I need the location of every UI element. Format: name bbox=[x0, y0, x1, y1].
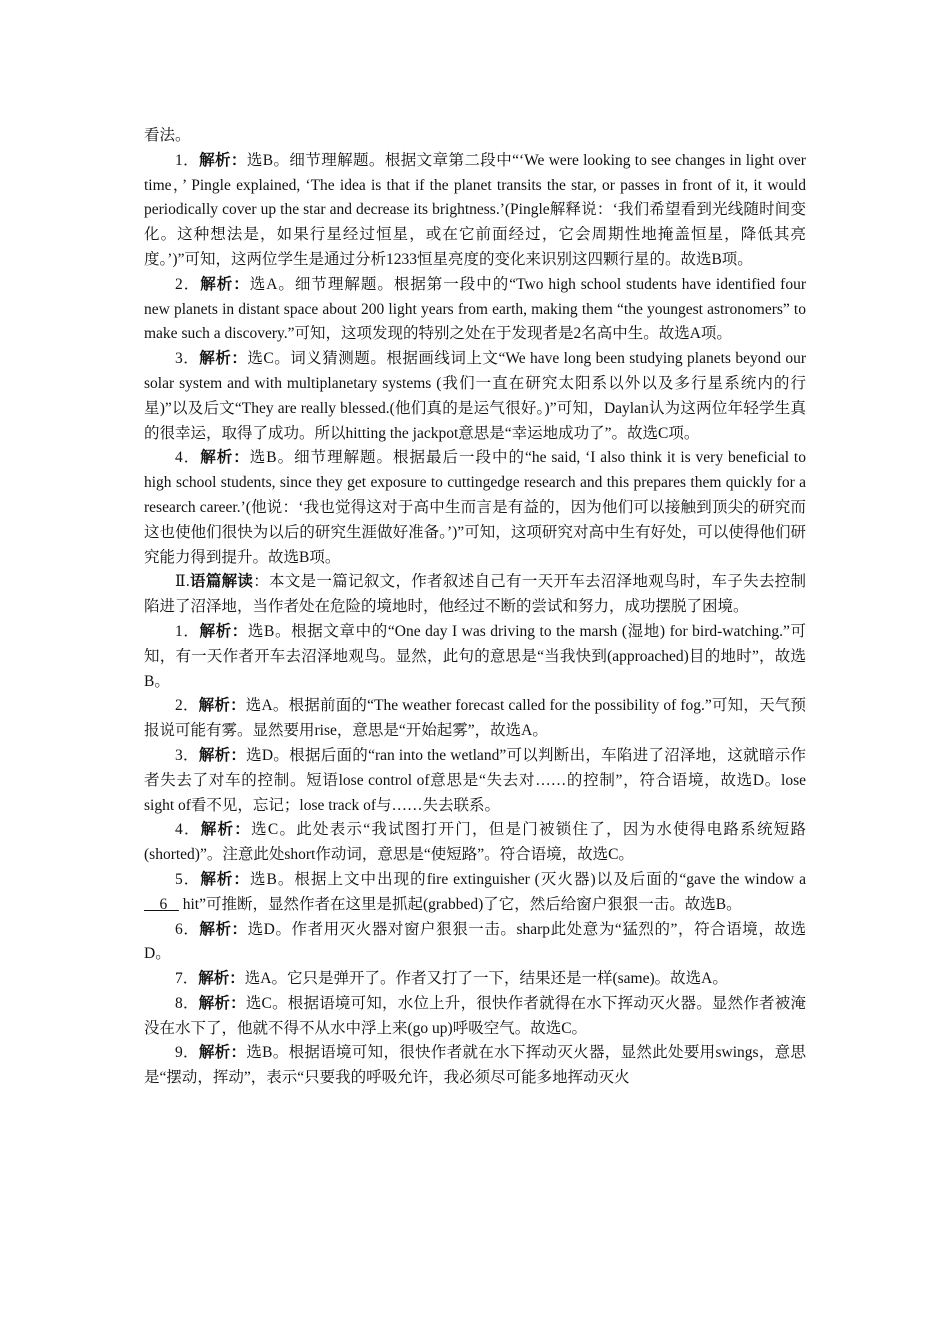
item-number: 7． bbox=[175, 970, 199, 988]
item-text: 选C。词义猜测题。根据画线词上文“We have long been studying planets beyond our solar system and with multiplanetary systems (我们一直在研究太阳系以外以及多行星系统内的行星)”以及后文“They are really blessed.(他们真的是运气很好。)”可知，Daylan认为这两位年轻学生真的很幸运，取得了成功。所以hitting the jackpot意思是“幸运地成功了”。故选C项。 bbox=[144, 350, 806, 442]
item-text: 选B。根据上文中出现的fire extinguisher (灭火器)以及后面的“gave the window a bbox=[249, 870, 806, 888]
item-number: 4． bbox=[175, 449, 201, 467]
answer-item bbox=[144, 620, 806, 694]
section-heading bbox=[144, 570, 806, 620]
item-number: 3． bbox=[175, 350, 200, 368]
item-label: 解析： bbox=[200, 449, 250, 467]
item-label: 解析： bbox=[199, 350, 248, 368]
item-label: 解析： bbox=[198, 970, 245, 988]
item-text: 选C。根据语境可知，水位上升，很快作者就得在水下挥动灭火器。显然作者被淹没在水下了，他就不得不从水中浮上来(go up)呼吸空气。故选C。 bbox=[144, 994, 806, 1037]
item-number: 4． bbox=[175, 821, 201, 839]
item-text: 选B。细节理解题。根据文章第二段中“‘We were looking to see changes in light over time，’ Pingle explained, ‘The idea is that if the planet transits the star, or passes in front of it, it would periodically cover up the star and decrease its brightness.’(Pingle解释说：‘我们希望看到光线随时间变化。这种想法是，如果行星经过恒星，或在它前面经过，它会周期性地掩盖恒星，降低其亮度。’)”可知，这两位学生是通过分析1233恒星亮度的变化来识别这四颗行星的。故选B项。 bbox=[144, 151, 806, 268]
blank-number: 6 bbox=[144, 895, 179, 913]
item-label: 解析： bbox=[199, 622, 248, 640]
section-summary: ：本文是一篇记叙文，作者叙述自己有一天开车去沼泽地观鸟时，车子失去控制陷进了沼泽地，当作者处在危险的境地时，他经过不断的尝试和努力，成功摆脱了困境。 bbox=[144, 573, 806, 616]
answer-item bbox=[144, 347, 806, 446]
item-text: 选C。此处表示“我试图打开门，但是门被锁住了，因为水使得电路系统短路(shorted)”。注意此处short作动词，意思是“使短路”。符合语境，故选C。 bbox=[144, 821, 806, 864]
section-number: Ⅱ. bbox=[175, 573, 190, 591]
item-text: 选A。根据前面的“The weather forecast called for the possibility of fog.”可知，天气预报说可能有雾。显然要用rise，意思是“开始起雾”，故选A。 bbox=[144, 697, 806, 740]
item-text: 选B。根据语境可知，很快作者就在水下挥动灭火器，显然此处要用swings，意思是“摆动，挥动”，表示“只要我的呼吸允许，我必须尽可能多地挥动灭火 bbox=[144, 1044, 806, 1087]
item-text: 选B。根据文章中的“One day I was driving to the marsh (湿地) for bird-watching.”可知，有一天作者开车去沼泽地观鸟。显然，此句的意思是“当我快到(approached)目的地时”，故选B。 bbox=[144, 622, 806, 690]
item-number: 5． bbox=[175, 870, 201, 888]
item-number: 8． bbox=[175, 994, 199, 1012]
item-number: 9． bbox=[175, 1044, 199, 1062]
item-label: 解析： bbox=[198, 1044, 247, 1062]
item-text-continued: hit”可推断，显然作者在这里是抓起(grabbed)了它，然后给窗户狠狠一击。故选B。 bbox=[178, 895, 742, 913]
item-label: 解析： bbox=[198, 994, 246, 1012]
item-label: 解析： bbox=[200, 870, 250, 888]
answer-item bbox=[144, 273, 806, 347]
item-label: 解析： bbox=[200, 275, 250, 293]
answer-item bbox=[144, 967, 806, 992]
answer-item bbox=[144, 744, 806, 818]
answer-item bbox=[144, 1041, 806, 1091]
item-number: 1． bbox=[175, 622, 200, 640]
item-label: 解析： bbox=[199, 920, 248, 938]
document-page bbox=[144, 124, 806, 1091]
item-number: 2． bbox=[175, 275, 201, 293]
item-text: 选B。细节理解题。根据最后一段中的“he said, ‘I also think it is very beneficial to high school students, since they get exposure to cuttingedge research and this prepares them quickly for a research career.’(他说：‘我也觉得这对于高中生而言是有益的，因为他们可以接触到顶尖的研究而这也使他们很快为以后的研究生涯做好准备。’)”可知，这项研究对高中生有好处，可以使得他们研究能力得到提升。故选B项。 bbox=[144, 449, 806, 566]
answer-item bbox=[144, 992, 806, 1042]
answer-item bbox=[144, 149, 806, 273]
item-label: 解析： bbox=[198, 746, 247, 764]
item-label: 解析： bbox=[199, 151, 247, 169]
item-text: 选A。细节理解题。根据第一段中的“Two high school students have identified four new planets in distant space about 200 light years from earth, making them “the youngest astronomers” to make such a discovery.”可知，这项发现的特别之处在于发现者是2名高中生。故选A项。 bbox=[144, 275, 806, 343]
item-label: 解析： bbox=[200, 821, 252, 839]
opening-line: 看法。 bbox=[144, 127, 191, 144]
item-label: 解析： bbox=[198, 697, 246, 715]
answer-item bbox=[144, 694, 806, 744]
item-text: 选D。作者用灭火器对窗户狠狠一击。sharp此处意为“猛烈的”，符合语境，故选D。 bbox=[144, 920, 806, 963]
answer-item bbox=[144, 818, 806, 868]
item-number: 3． bbox=[175, 746, 199, 764]
item-text: 选D。根据后面的“ran into the wetland”可以判断出，车陷进了沼泽地，这就暗示作者失去了对车的控制。短语lose control of意思是“失去对……的控制”，符合语境，故选D。lose sight of看不见，忘记；lose track of与……失去联系。 bbox=[144, 746, 806, 814]
item-number: 6． bbox=[175, 920, 200, 938]
item-number: 2． bbox=[175, 697, 199, 715]
section-label: 语篇解读 bbox=[189, 573, 254, 591]
item-text: 选A。它只是弹开了。作者又打了一下，结果还是一样(same)。故选A。 bbox=[244, 970, 728, 988]
answer-item bbox=[144, 446, 806, 570]
answer-item bbox=[144, 918, 806, 968]
item-number: 1． bbox=[175, 151, 200, 169]
answer-item bbox=[144, 868, 806, 918]
